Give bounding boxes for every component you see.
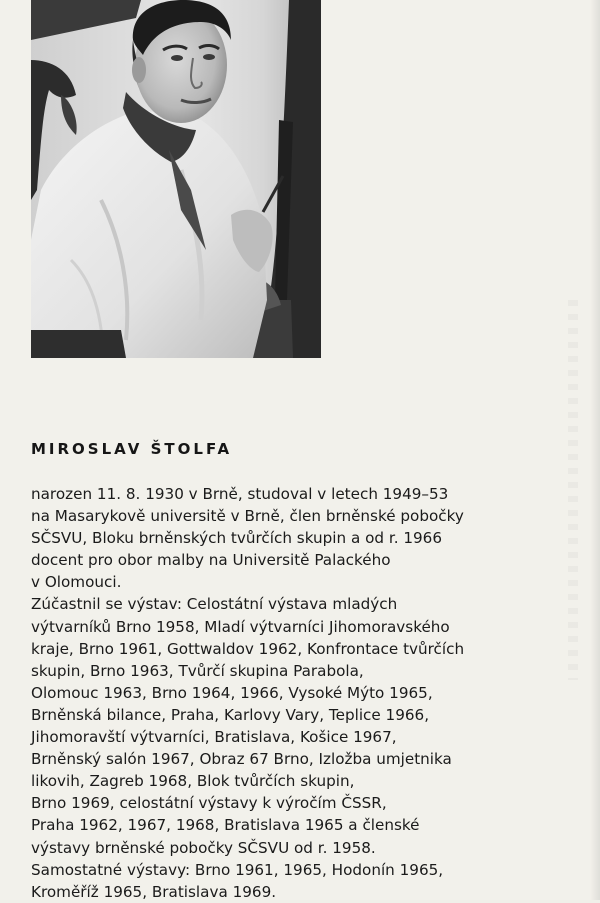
artist-portrait-photo [31,0,321,358]
bio-line: na Masarykově universitě v Brně, člen brněnské pobočky [31,507,464,526]
exhibitions-line: Jihomoravští výtvarníci, Bratislava, Košice 1967, [31,728,397,747]
exhibitions-line: Brněnský salón 1967, Obraz 67 Brno, Izložba umjetnika [31,750,452,769]
exhibitions-line: výstavy brněnské pobočky SČSVU od r. 1958. [31,838,376,857]
bio-line: SČSVU, Bloku brněnských tvůrčích skupin a od r. 1966 [31,529,443,548]
artist-name-heading: MIROSLAV ŠTOLFA [31,440,233,458]
bleed-through-marks [568,300,578,680]
exhibitions-line: Brno 1969, celostátní výstavy k výročím ČSSR, [31,794,387,813]
exhibitions-line: likovih, Zagreb 1968, Blok tvůrčích skupin, [31,772,355,791]
bio-line: v Olomouci. [31,573,122,592]
solo-exhibitions-line: Samostatné výstavy: Brno 1961, 1965, Hodonín 1965, [31,860,444,879]
page-edge-shadow [590,0,600,900]
exhibitions-line: kraje, Brno 1961, Gottwaldov 1962, Konfrontace tvůrčích [31,639,465,658]
exhibitions-line: skupin, Brno 1963, Tvůrčí skupina Parabola, [31,661,364,680]
bio-line: docent pro obor malby na Universitě Palackého [31,551,391,570]
exhibitions-line: Olomouc 1963, Brno 1964, 1966, Vysoké Mýto 1965, [31,683,433,702]
biography-text [31,483,465,903]
solo-exhibitions-line: Kroměříž 1965, Bratislava 1969. [31,882,277,901]
exhibitions-line: Praha 1962, 1967, 1968, Bratislava 1965 a členské [31,816,420,835]
exhibitions-line: Zúčastnil se výstav: Celostátní výstava mladých [31,595,398,614]
exhibitions-line: výtvarníků Brno 1958, Mladí výtvarníci Jihomoravského [31,617,450,636]
bio-line: narozen 11. 8. 1930 v Brně, studoval v letech 1949–53 [31,485,449,503]
exhibitions-line: Brněnská bilance, Praha, Karlovy Vary, Teplice 1966, [31,705,430,724]
